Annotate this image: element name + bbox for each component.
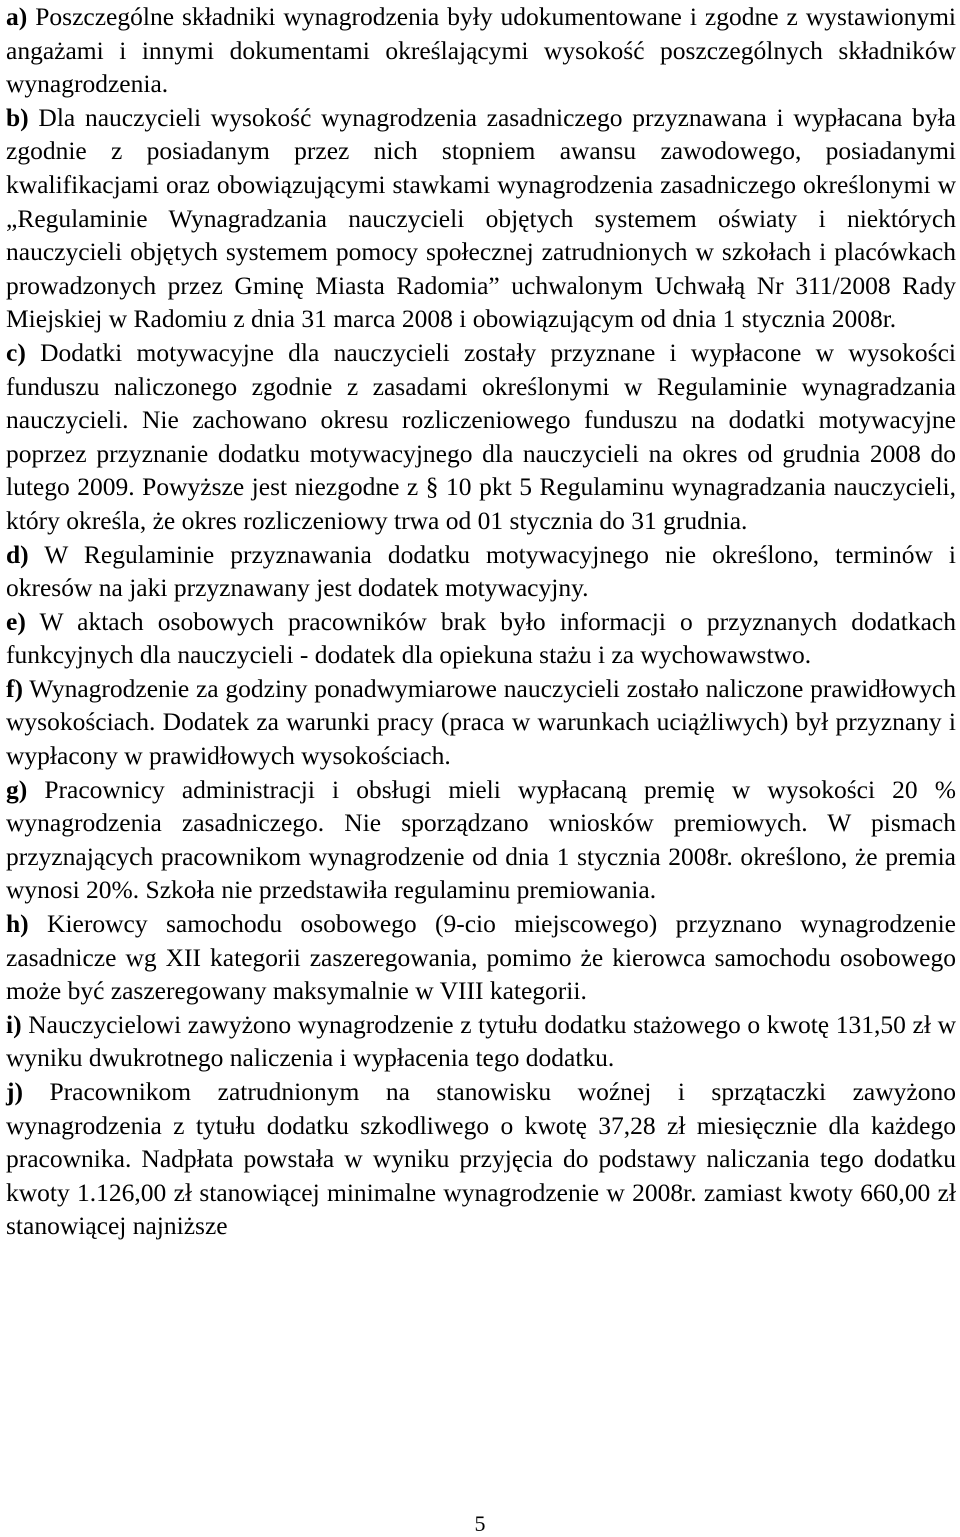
paragraph-marker: d) [6, 539, 29, 569]
paragraph-marker: c) [6, 337, 26, 367]
paragraph-marker: a) [6, 2, 28, 31]
paragraph-marker: j) [6, 1077, 23, 1106]
paragraph-marker: e) [6, 606, 26, 636]
paragraph-b [6, 101, 956, 336]
paragraph-marker: h) [6, 909, 29, 939]
paragraph-text: Poszczególne składniki wynagrodzenia były udokumentowane i zgodne z wystawionymi angażami i innymi dokumentami określającymi wysokość poszczególnych składników wynagrodzenia. [6, 2, 956, 99]
paragraph-text: Pracownikom zatrudnionym na stanowisku woźnej i sprzątaczki zawyżono wynagrodzenia z tytułu dodatku szkodliwego o kwotę 37,28 zł miesięcznie dla każdego pracownika. Nadpłata powstała w wyniku przyjęcia do podstawy naliczania tego dodatku kwoty 1.126,00 zł stanowiącej minimalne wynagrodzenie w 2008r. zamiast kwoty 660,00 zł stanowiącej najniższe [6, 1077, 956, 1241]
paragraph-text: Kierowcy samochodu osobowego (9-cio miejscowego) przyznano wynagrodzenie zasadnicze wg XII kategorii zaszeregowania, pomimo że kierowca samochodu osobowego może być zaszeregowany maksymalnie w VIII kategorii. [6, 909, 956, 1006]
paragraph-marker: g) [6, 774, 28, 804]
paragraph-d [6, 538, 956, 605]
paragraph-marker: b) [6, 102, 29, 132]
paragraph-text: Nauczycielowi zawyżono wynagrodzenie z tytułu dodatku stażowego o kwotę 131,50 zł w wyniku dwukrotnego naliczenia i wypłacenia tego dodatku. [6, 1009, 956, 1073]
paragraph-text: Dodatki motywacyjne dla nauczycieli zostały przyznane i wypłacone w wysokości funduszu naliczonego zgodnie z zasadami określonymi w Regulaminie wynagradzania nauczycieli. Nie zachowano okresu rozliczeniowego funduszu na dodatki motywacyjne poprzez przyznanie dodatku motywacyjnego dla nauczycieli na okres od grudnia 2008 do lutego 2009. Powyższe jest niezgodne z § 10 pkt 5 Regulaminu wynagradzania nauczycieli, który określa, że okres rozliczeniowy trwa od 01 stycznia do 31 grudnia. [6, 337, 956, 535]
paragraph-marker: f) [6, 673, 23, 703]
paragraph-h [6, 907, 956, 1008]
paragraph-text: W aktach osobowych pracowników brak było informacji o przyznanych dodatkach funkcyjnych dla nauczycieli - dodatek dla opiekuna stażu i za wychowawstwo. [6, 606, 956, 670]
paragraph-a [6, 0, 956, 101]
paragraph-e [6, 605, 956, 672]
paragraph-f [6, 672, 956, 773]
paragraph-text: W Regulaminie przyznawania dodatku motywacyjnego nie określono, terminów i okresów na jaki przyznawany jest dodatek motywacyjny. [6, 539, 956, 603]
paragraph-text: Wynagrodzenie za godziny ponadwymiarowe nauczycieli zostało naliczone prawidłowych wysokościach. Dodatek za warunki pracy (praca w warunkach uciążliwych) był przyznany i wypłacony w prawidłowych wysokościach. [6, 673, 956, 771]
paragraph-j [6, 1075, 956, 1243]
paragraph-g [6, 773, 956, 907]
document-body [6, 0, 956, 1243]
paragraph-c [6, 336, 956, 538]
paragraph-text: Dla nauczycieli wysokość wynagrodzenia zasadniczego przyznawana i wypłacana była zgodnie z posiadanym przez nich stopniem awansu zawodowego, posiadanymi kwalifikacjami oraz obowiązującymi stawkami wynagrodzenia zasadniczego określonymi w „Regulaminie Wynagradzania nauczycieli objętych systemem oświaty i niektórych nauczycieli objętych systemem pomocy społecznej zatrudnionych w szkołach i placówkach prowadzonych przez Gminę Miasta Radomia” uchwalonym Uchwałą Nr 311/2008 Rady Miejskiej w Radomiu z dnia 31 marca 2008 i obowiązującym od dnia 1 stycznia 2008r. [6, 102, 956, 334]
paragraph-text: Pracownicy administracji i obsługi mieli wypłacaną premię w wysokości 20 % wynagrodzenia zasadniczego. Nie sporządzano wniosków premiowych. W pismach przyznających pracownikom wynagrodzenie od dnia 1 stycznia 2008r. określono, że premia wynosi 20%. Szkoła nie przedstawiła regulaminu premiowania. [6, 774, 956, 905]
page-number: 5 [474, 1511, 486, 1536]
paragraph-marker: i) [6, 1009, 22, 1039]
paragraph-i [6, 1008, 956, 1075]
